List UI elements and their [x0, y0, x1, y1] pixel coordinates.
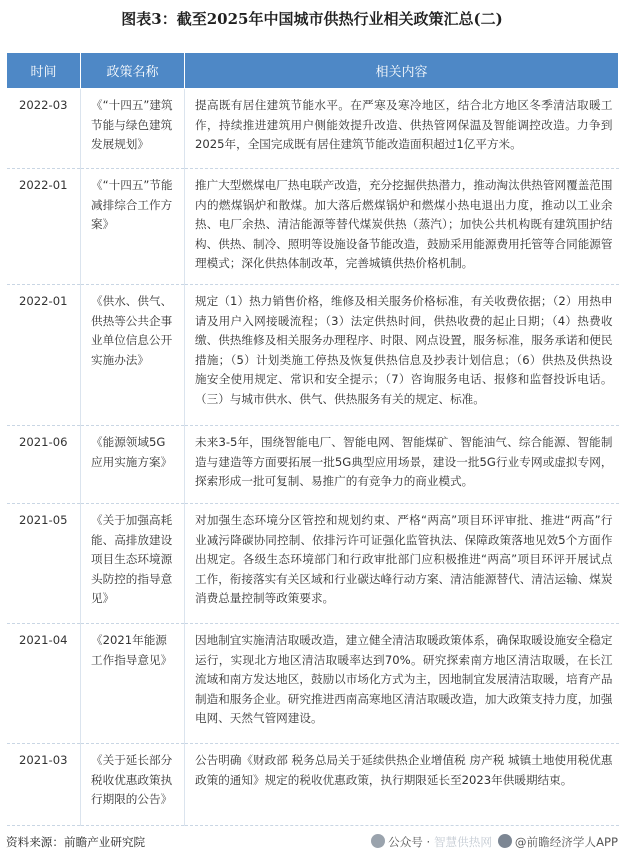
wechat-account-name: 智慧供热网 [433, 835, 492, 849]
cell-content: 因地制宜实施清洁取暖改造，建立健全清洁取暖政策体系，确保取暖设施安全稳定运行，实现北方地区清洁取暖率达到70%。研究探索南方地区清洁取暖，在长江流域和南方发达地区，鼓励以市场化方式为主，因地制宜发展清洁取暖，培育产品制造和服务企业。研究推进西南高寒地区清洁取暖改造，加大政策支持力度，加强电网、天然气管网建设。 [185, 624, 619, 744]
column-header-policy-name: 政策名称 [81, 53, 185, 89]
cell-content: 未来3-5年，围绕智能电厂、智能电网、智能煤矿、智能油气、综合能源、智能制造与建造等方面要拓展一批5G典型应用场景，建设一批5G行业专网或虚拟专网，探索形成一批可复制、易推广的有竞争力的商业模式。 [185, 426, 619, 504]
cell-time: 2022-03 [7, 89, 81, 169]
cell-policy-name: 《供水、供气、供热等公共企事业单位信息公开实施办法》 [81, 285, 185, 426]
cell-policy-name: 《“十四五”建筑节能与绿色建筑发展规划》 [81, 89, 185, 169]
user-icon [498, 834, 512, 848]
cell-policy-name: 《能源领域5G应用实施方案》 [81, 426, 185, 504]
brand-handle: @前瞻经济学人APP [514, 835, 618, 849]
source-note: 资料来源：前瞻产业研究院 [6, 835, 146, 849]
cell-policy-name: 《2021年能源工作指导意见》 [81, 624, 185, 744]
wechat-label: 公众号 · [388, 835, 434, 849]
cell-content: 规定（1）热力销售价格，维修及相关服务价格标准，有关收费依据；（2）用热申请及用户入网接暖流程；（3）法定供热时间，供热收费的起止日期；（4）热费收缴、供热维修及相关服务办理程序、时限、网点设置，服务标准，服务承诺和便民措施；（5）计划类施工停热及恢复供热信息及抄表计划信息；（6）供热及供热设施安全使用规定、常识和安全提示；（7）咨询服务电话、报修和监督投诉电话。（三）与城市供水、供气、供热服务有关的规定、标准。 [185, 285, 619, 426]
cell-content: 推广大型燃煤电厂热电联产改造，充分挖掘供热潜力，推动淘汰供热管网覆盖范围内的燃煤锅炉和散煤。加大落后燃煤锅炉和燃煤小热电退出力度，推动以工业余热、电厂余热、清洁能源等替代煤炭供热（蒸汽）；加快公共机构既有建筑围护结构、供热、制冷、照明等设施设备节能改造，鼓励采用能源费用托管等合同能源管理模式；深化供热体制改革，完善城镇供热价格机制。 [185, 169, 619, 285]
cell-time: 2021-04 [7, 624, 81, 744]
page-title: 图表3：截至2025年中国城市供热行业相关政策汇总(二) [121, 10, 503, 28]
cell-time: 2021-06 [7, 426, 81, 504]
cell-policy-name: 《“十四五”节能减排综合工作方案》 [81, 169, 185, 285]
footer [6, 834, 618, 852]
table-row [7, 285, 619, 426]
column-header-time: 时间 [7, 53, 81, 89]
cell-content: 提高既有居住建筑节能水平。在严寒及寒冷地区，结合北方地区冬季清洁取暖工作，持续推进建筑用户侧能效提升改造、供热管网保温及智能调控改造。力争到2025年，全国完成既有居住建筑节能改造面积超过1亿平方米。 [185, 89, 619, 169]
cell-time: 2022-01 [7, 169, 81, 285]
table-row [7, 169, 619, 285]
table-row [7, 426, 619, 504]
cell-content: 公告明确《财政部 税务总局关于延续供热企业增值税 房产税 城镇土地使用税优惠政策的通知》规定的税收优惠政策，执行期限延长至2023年供暖期结束。 [185, 744, 619, 826]
cell-policy-name: 《关于延长部分税收优惠政策执行期限的公告》 [81, 744, 185, 826]
cell-time: 2021-05 [7, 504, 81, 624]
cell-time: 2021-03 [7, 744, 81, 826]
table-row [7, 744, 619, 826]
table-row [7, 624, 619, 744]
wechat-icon [371, 834, 385, 848]
policy-table [6, 52, 619, 826]
table-row [7, 89, 619, 169]
table-row [7, 504, 619, 624]
cell-content: 对加强生态环境分区管控和规划约束、严格“两高”项目环评审批、推进“两高”行业减污降碳协同控制、依排污许可证强化监管执法、保障政策落地见效5个方面作出规定。各级生态环境部门和行政审批部门应积极推进“两高”项目环评开展试点工作，衔接落实有关区域和行业碳达峰行动方案、清洁能源替代、清洁运输、煤炭消费总量控制等政策要求。 [185, 504, 619, 624]
cell-policy-name: 《关于加强高耗能、高排放建设项目生态环境源头防控的指导意见》 [81, 504, 185, 624]
cell-time: 2022-01 [7, 285, 81, 426]
footer-attribution [371, 834, 618, 850]
column-header-content: 相关内容 [185, 53, 619, 89]
table-header-row [7, 53, 619, 89]
